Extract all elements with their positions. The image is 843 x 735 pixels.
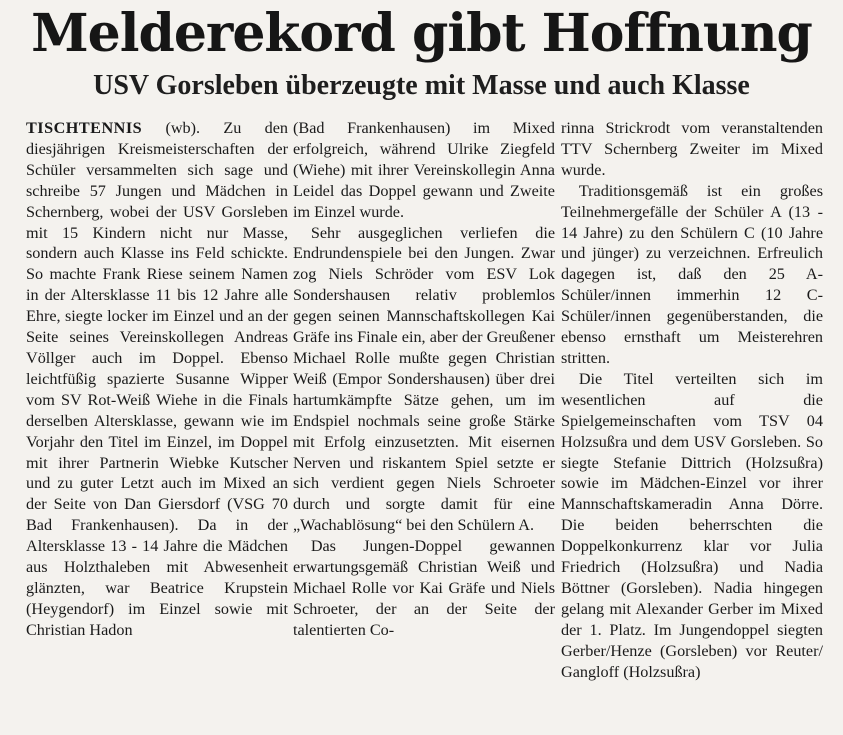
article-column-1	[26, 118, 288, 641]
article-paragraph: Das Jungen-Doppel gewannen erwartungsgemäß Christian Weiß und Michael Rolle vor Kai Gräfe und Niels Schroeter, der an der Seite der talentierten Co-	[293, 537, 555, 639]
headline: Melderekord gibt Hoffnung	[31, 3, 812, 64]
article-paragraph: Sehr ausgeglichen verliefen die Endrundenspiele bei den Jungen. Zwar zog Niels Schröder vom ESV Lok Sondershausen relativ problemlos gegen seinen Mannschaftskollegen Kai Gräfe ins Finale ein, aber der Greußener Michael Rolle mußte gegen Christian Weiß (Empor Sondershausen) über drei hartumkämpfte Sätze gehen, um im Endspiel nochmals seine große Stärke mit Erfolg einzusetzten. Mit eisernen Nerven und riskantem Spiel setzte er sich verdient gegen Niels Schroeter durch und sorgte damit für eine „Wachablösung“ bei den Schülern A.	[293, 223, 555, 535]
article-paragraph: rinna Strickrodt vom veranstaltenden TTV Schernberg Zweiter im Mixed wurde.	[561, 119, 823, 179]
article-paragraph: Traditionsgemäß ist ein großes Teilnehmergefälle der Schüler A (13 - 14 Jahre) zu den Schülern C (10 Jahre und jünger) zu verzeichnen. Erfreulich dagegen ist, daß den 25 A-Schüler/innen immerhin 12 C-Schüler/innen gegenüberstanden, die ebenso ernsthaft um Meisterehren stritten.	[561, 181, 823, 367]
article-paragraph: (Bad Frankenhausen) im Mixed erfolgreich, während Ulrike Ziegfeld (Wiehe) mit ihrer Vereinskollegin Anna Leidel das Doppel gewann und Zweite im Einzel wurde.	[293, 119, 555, 221]
article-paragraph	[26, 118, 288, 641]
article-column-2	[293, 118, 555, 641]
paragraph-text: (wb). Zu den diesjährigen Kreismeisterschaften der Schüler versammelten sich sage und schreibe 57 Jungen und Mädchen in Schernberg, wobei der USV Gorsleben mit 15 Kindern nicht nur Masse, sondern auch Klasse ins Feld schickte. So machte Frank Riese seinem Namen in der Altersklasse 11 bis 12 Jahre alle Ehre, siegte locker im Einzel und an der Seite seines Vereinskollegen Andreas Völlger auch im Doppel. Ebenso leichtfüßig spazierte Susanne Wipper vom SV Rot-Weiß Wiehe in die Finals derselben Altersklasse, gewann wie im Vorjahr den Titel im Einzel, im Doppel mit ihrer Partnerin Wiebke Kutscher und zu guter Letzt auch im Mixed an der Seite von Dan Giersdorf (VSG 70 Bad Frankenhausen). Da in der Altersklasse 13 - 14 Jahre die Mädchen aus Holzthaleben mit Abwesenheit glänzten, war Beatrice Krupstein (Heygendorf) im Einzel sowie mit Christian Hadon	[26, 119, 288, 639]
article-paragraph: Die Titel verteilten sich im wesentlichen auf die Spielgemeinschaften vom TSV 04 Holzsußra und dem USV Gorsleben. So siegte Stefanie Dittrich (Holzsußra) sowie im Mädchen-Einzel vor ihrer Mannschaftskameradin Anna Dörre. Die beiden beherrschten die Doppelkonkurrenz klar vor Julia Friedrich (Holzsußra) und Nadia Böttner (Gorsleben). Nadia hingegen gelang mit Alexander Gerber im Mixed der 1. Platz. Im Jungendoppel siegten Gerber/Henze (Gorsleben) vor Reuter/ Gangloff (Holzsußra)	[561, 369, 823, 681]
section-lead-word: TISCHTENNIS	[26, 119, 143, 137]
subheadline: USV Gorsleben überzeugte mit Masse und auch Klasse	[93, 70, 750, 101]
article-column-3	[561, 118, 823, 682]
